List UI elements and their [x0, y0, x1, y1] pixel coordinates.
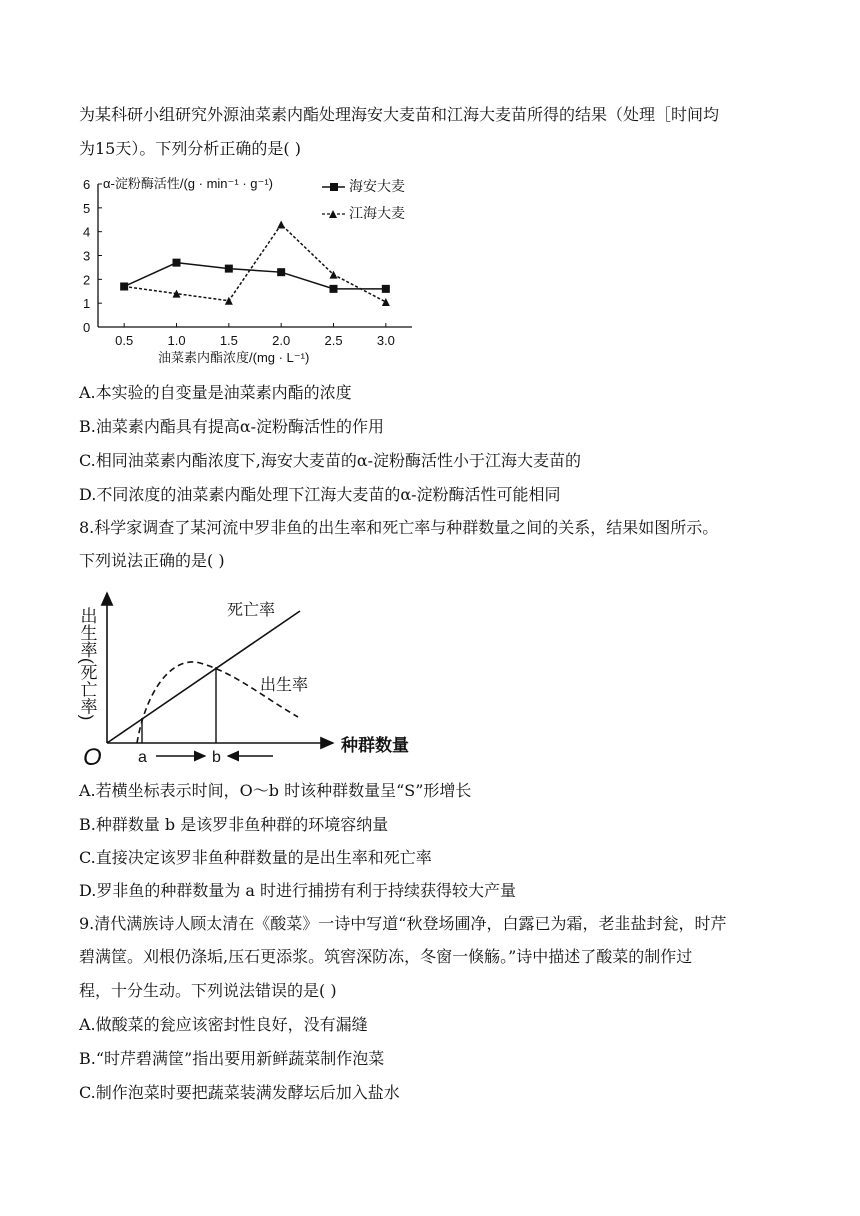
q8-stem-line-2: 下列说法正确的是( ) [79, 551, 225, 570]
data-point-square [173, 259, 181, 267]
q9-stem-line-1: 9.清代满族诗人顾太清在《酸菜》一诗中写道“秋登场圃净，白露已为霜，老韭盐封瓮，时芹 [79, 914, 727, 933]
mark-b-label: b [212, 749, 221, 766]
chart2-y-axis-label: 出生率(死亡率) [77, 607, 97, 721]
q7-option-b: B.油菜素内酯具有提高α-淀粉酶活性的作用 [79, 417, 385, 436]
data-point-square [277, 268, 285, 276]
data-point-square [225, 265, 233, 273]
x-tick-label: 1.5 [219, 333, 238, 348]
q7-option-a: A.本实验的自变量是油菜素内酯的浓度 [79, 383, 352, 402]
y-tick-label: 2 [83, 272, 91, 288]
x-tick-label: 2.0 [272, 333, 291, 348]
y-tick-label: 0 [83, 320, 91, 335]
q8-option-c: C.直接决定该罗非鱼种群数量的是出生率和死亡率 [79, 848, 432, 867]
y-tick-label: 3 [83, 248, 91, 264]
q7-option-c: C.相同油菜素内酯浓度下,海安大麦苗的α-淀粉酶活性小于江海大麦苗的 [79, 451, 582, 470]
data-point-square [330, 285, 338, 293]
legend-square-marker [330, 183, 338, 191]
q9-option-c: C.制作泡菜时要把蔬菜装满发酵坛后加入盐水 [79, 1083, 400, 1102]
q9-option-a: A.做酸菜的瓮应该密封性良好，没有漏缝 [79, 1015, 368, 1034]
birth-rate-curve [137, 662, 298, 743]
q9-stem-line-3: 程，十分生动。下列说法错误的是( ) [79, 981, 337, 1000]
death-rate-label: 死亡率 [227, 602, 276, 619]
legend-triangle-marker [329, 210, 337, 218]
x-tick-label: 1.0 [167, 333, 186, 348]
q9-option-b: B.“时芹碧满筐”指出要用新鲜蔬菜制作泡菜 [79, 1049, 385, 1068]
legend-series-2: 江海大麦 [349, 205, 405, 221]
series-haian-line [124, 263, 386, 289]
q8-option-a: A.若横坐标表示时间，O～b 时该种群数量呈“S”形增长 [79, 781, 472, 800]
q8-stem-line-1: 8.科学家调查了某河流中罗非鱼的出生率和死亡率与种群数量之间的关系，结果如图所示。 [79, 518, 719, 537]
chart1-y-axis-label: α-淀粉酶活性/(g · min⁻¹ · g⁻¹) [103, 176, 274, 191]
chart1-x-axis-label: 油菜素内酯浓度/(mg · L⁻¹) [158, 350, 310, 365]
enzyme-activity-chart [60, 170, 440, 370]
legend-series-1: 海安大麦 [349, 178, 405, 194]
q9-stem-line-2: 碧满筐。刈根仍涤垢,压石更添浆。筑窖深防冻，冬窗一倏觞。”诗中描述了酸菜的制作过 [79, 947, 693, 966]
y-tick-label: 1 [83, 296, 91, 312]
intro-line-1: 为某科研小组研究外源油菜素内酯处理海安大麦苗和江海大麦苗所得的结果（处理［时间均 [79, 105, 720, 124]
intro-line-2: 为15天）。下列分析正确的是( ) [79, 139, 301, 158]
chart1-axes [83, 177, 412, 348]
q8-option-b: B.种群数量 b 是该罗非鱼种群的环境容纳量 [79, 815, 389, 834]
chart1-legend [322, 178, 405, 221]
y-tick-label: 6 [83, 177, 91, 192]
population-rate-chart [75, 585, 435, 770]
chart2-origin-label: O [83, 744, 102, 770]
x-tick-label: 2.5 [324, 333, 343, 348]
y-tick-label: 4 [83, 224, 91, 240]
q7-option-d: D.不同浓度的油菜素内酯处理下江海大麦苗的α-淀粉酶活性可能相同 [79, 485, 561, 504]
series-jianghai-line [124, 225, 386, 302]
data-point-triangle [277, 221, 285, 229]
chart2-x-axis-label: 种群数量 [341, 736, 409, 755]
x-tick-label: 0.5 [115, 333, 134, 348]
mark-a-label: a [138, 749, 147, 766]
data-point-triangle [382, 298, 390, 306]
chart1-series [120, 221, 390, 306]
y-tick-label: 5 [83, 200, 91, 216]
q8-option-d: D.罗非鱼的种群数量为 a 时进行捕捞有利于持续获得较大产量 [79, 881, 517, 900]
x-tick-label: 3.0 [376, 333, 395, 348]
birth-rate-label: 出生率 [260, 677, 309, 694]
data-point-square [382, 285, 390, 293]
